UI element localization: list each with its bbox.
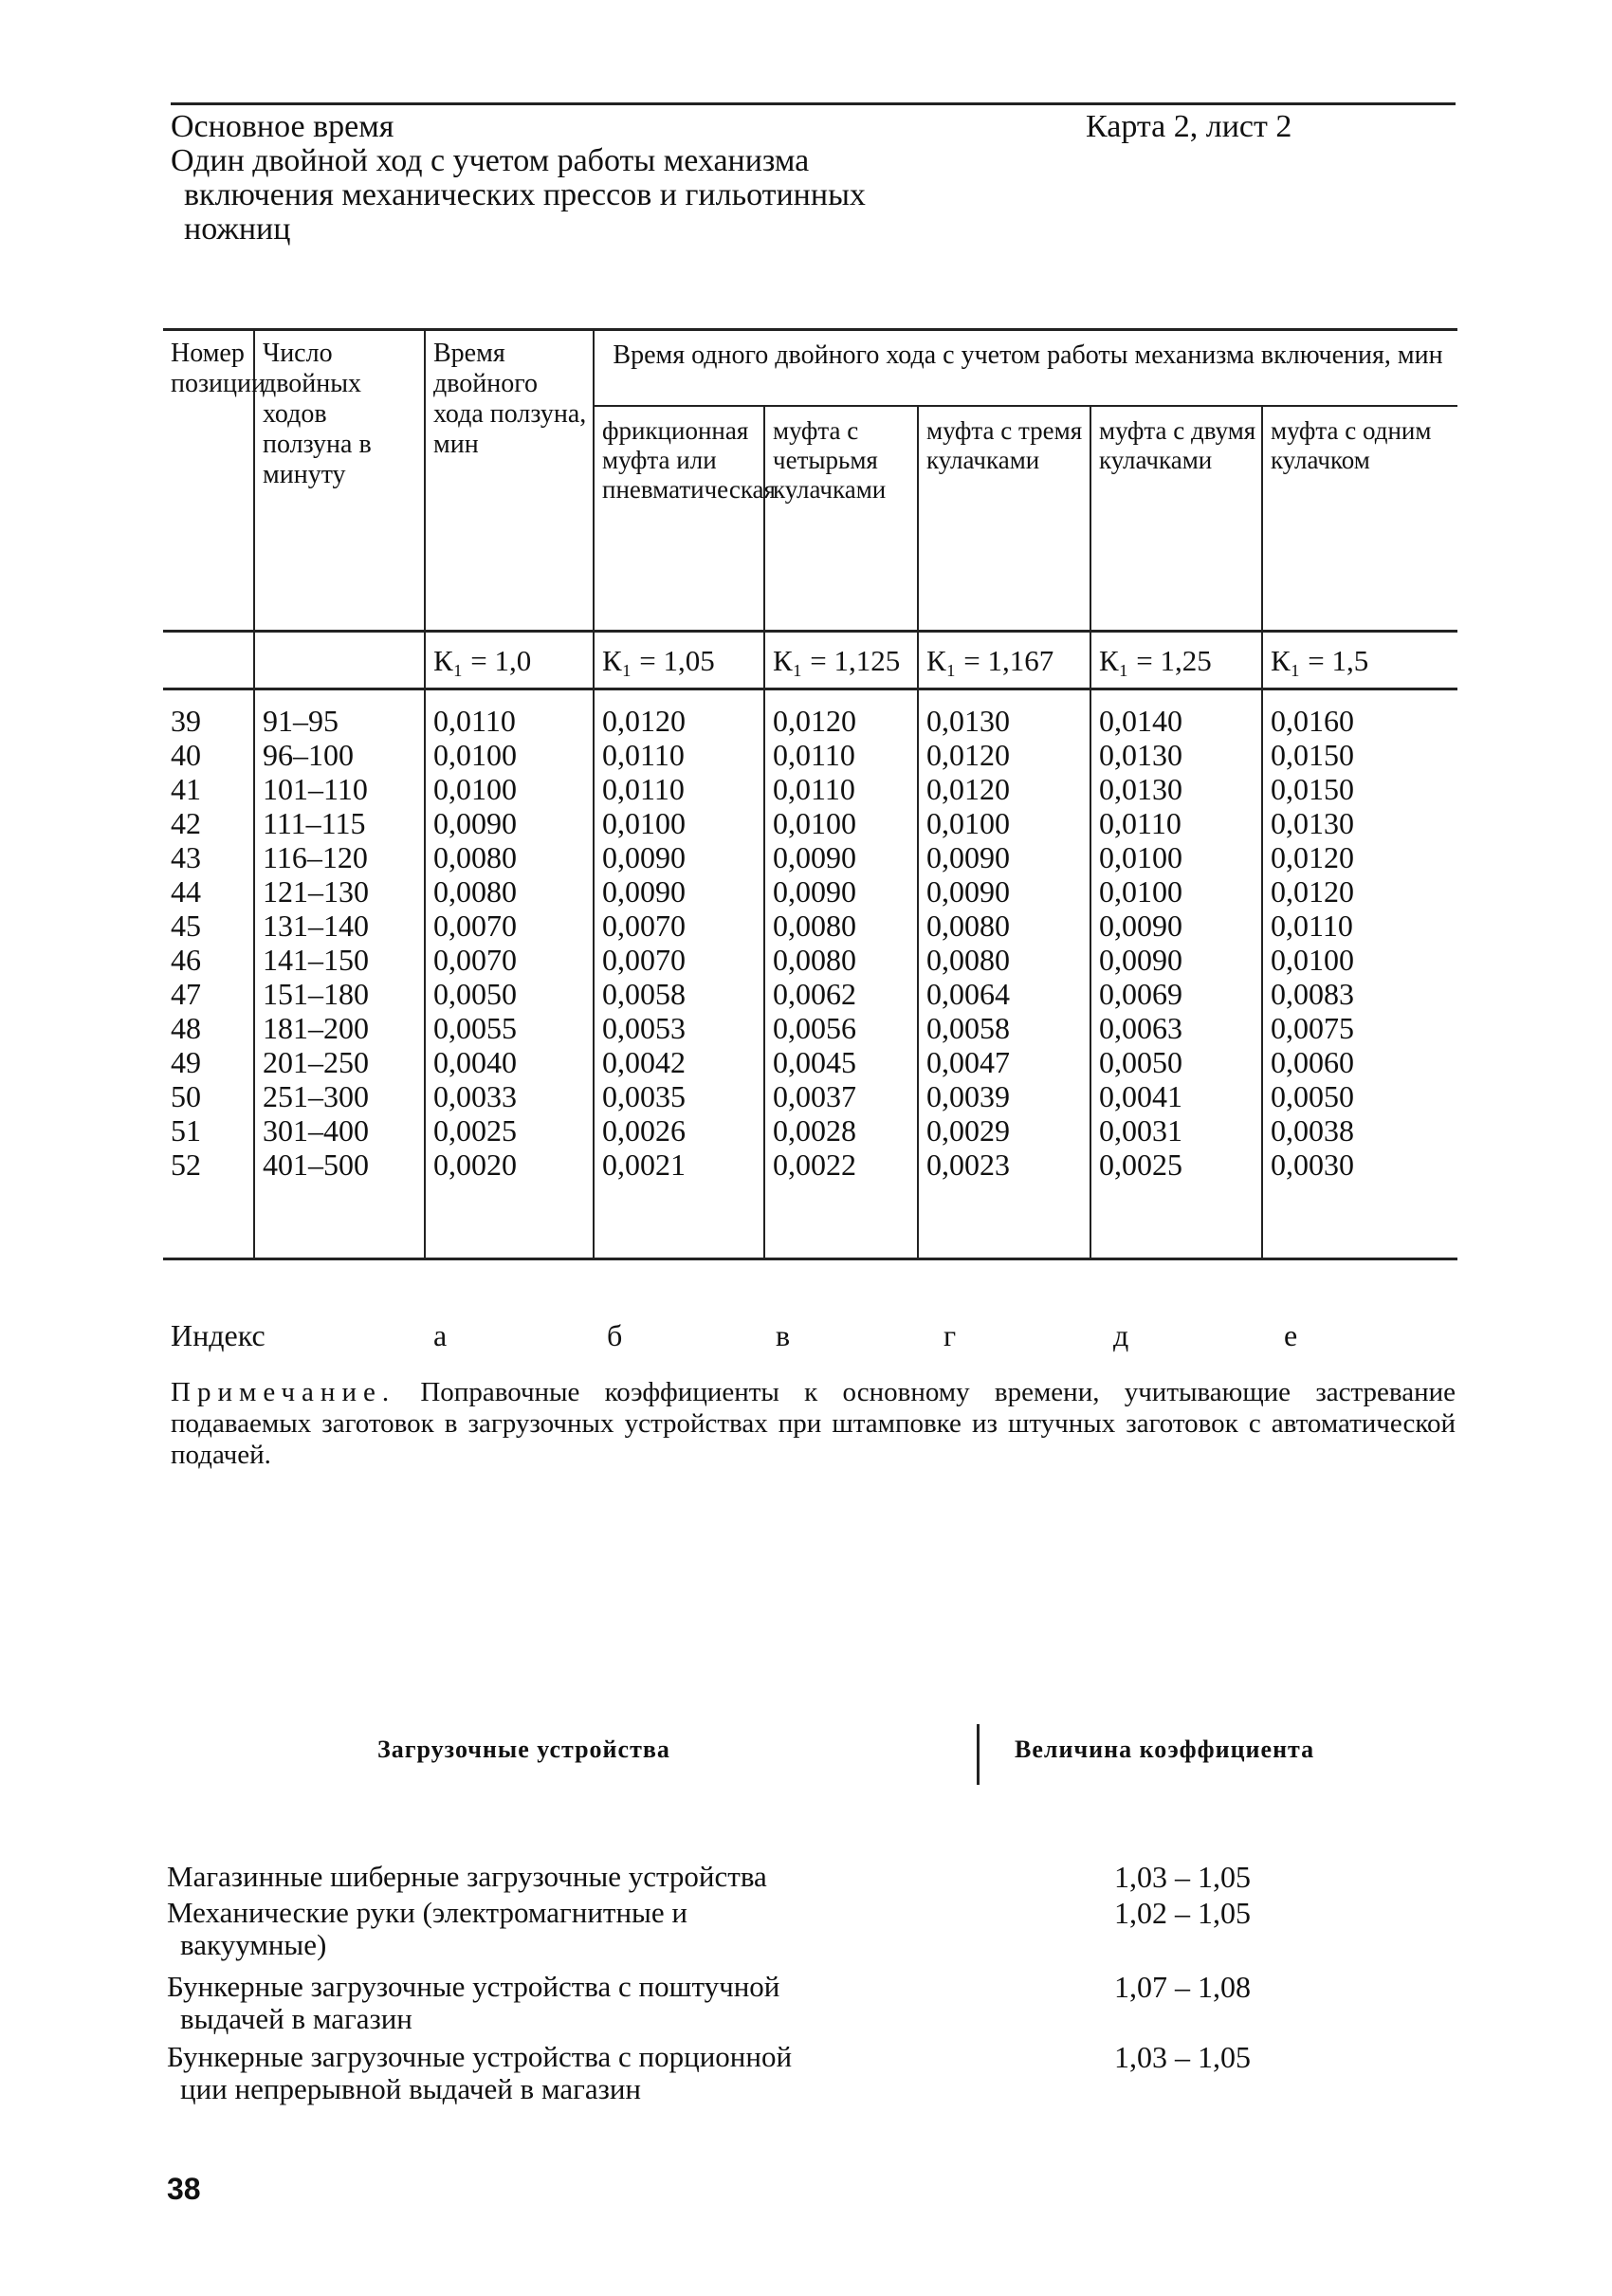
index-letter: д	[1113, 1318, 1129, 1352]
cell-strokes: 111–115	[254, 806, 425, 840]
note-paragraph	[171, 1377, 1456, 1471]
table-row	[163, 1113, 1457, 1148]
loader-item	[167, 1861, 944, 1893]
col-header-strokes: Число двойных ходов ползуна в минуту	[254, 330, 425, 632]
cell-two-cams: 0,0063	[1090, 1011, 1262, 1045]
cell-one-cam: 0,0160	[1262, 689, 1457, 739]
cell-time-base: 0,0070	[425, 909, 594, 943]
cell-two-cams: 0,0130	[1090, 772, 1262, 806]
cell-one-cam: 0,0038	[1262, 1113, 1457, 1148]
cell-strokes: 121–130	[254, 874, 425, 909]
cell-strokes: 401–500	[254, 1148, 425, 1182]
cell-two-cams: 0,0069	[1090, 977, 1262, 1011]
cell-time-base: 0,0040	[425, 1045, 594, 1079]
loader-value: 1,03 – 1,05	[1114, 2040, 1251, 2074]
cell-four-cams: 0,0080	[764, 909, 918, 943]
cell-friction: 0,0026	[594, 1113, 764, 1148]
cell-two-cams: 0,0130	[1090, 738, 1262, 772]
loader-item-line: выдачей в магазин	[180, 2002, 412, 2035]
header-line: Основное время	[171, 109, 394, 144]
cell-three-cams: 0,0090	[918, 840, 1090, 874]
cell-four-cams: 0,0110	[764, 772, 918, 806]
cell-position: 41	[171, 772, 201, 806]
cell-strokes: 101–110	[254, 772, 425, 806]
index-letter: в	[776, 1318, 791, 1352]
col-header-three-cams: муфта с тремя кулачками	[918, 406, 1090, 632]
cell-two-cams: 0,0041	[1090, 1079, 1262, 1113]
top-rule	[171, 102, 1456, 105]
header-line: Один двойной ход с учетом работы механизма	[171, 143, 810, 178]
cell-one-cam: 0,0075	[1262, 1011, 1457, 1045]
cell-two-cams: 0,0050	[1090, 1045, 1262, 1079]
time-table	[163, 328, 1457, 1260]
cell-three-cams: 0,0080	[918, 909, 1090, 943]
cell-friction: 0,0021	[594, 1148, 764, 1182]
cell-time-base: 0,0080	[425, 840, 594, 874]
cell-position: 46	[171, 943, 201, 977]
cell-one-cam: 0,0110	[1262, 909, 1457, 943]
loaders-header-right: Величина коэффициента	[1015, 1736, 1315, 1763]
col-header-two-cams: муфта с двумя кулачками	[1090, 406, 1262, 632]
cell-time-base: 0,0090	[425, 806, 594, 840]
cell-two-cams: 0,0110	[1090, 806, 1262, 840]
k-empty-cell	[163, 632, 254, 689]
cell-friction: 0,0070	[594, 909, 764, 943]
table-row	[163, 1011, 1457, 1045]
cell-one-cam: 0,0050	[1262, 1079, 1457, 1113]
cell-four-cams: 0,0120	[764, 689, 918, 739]
cell-position: 48	[171, 1011, 201, 1045]
table-row	[163, 874, 1457, 909]
k-value: К₁ = 1,5	[1262, 632, 1457, 689]
cell-strokes: 131–140	[254, 909, 425, 943]
cell-position: 43	[171, 840, 201, 874]
cell-friction: 0,0053	[594, 1011, 764, 1045]
table-body	[163, 689, 1457, 1183]
cell-four-cams: 0,0090	[764, 874, 918, 909]
table-row	[163, 1148, 1457, 1182]
cell-position: 51	[171, 1113, 201, 1148]
cell-three-cams: 0,0120	[918, 738, 1090, 772]
cell-two-cams: 0,0100	[1090, 840, 1262, 874]
cell-position: 44	[171, 874, 201, 909]
cell-four-cams: 0,0110	[764, 738, 918, 772]
cell-position: 39	[171, 704, 201, 738]
cell-two-cams: 0,0140	[1090, 689, 1262, 739]
cell-position: 42	[171, 806, 201, 840]
cell-one-cam: 0,0150	[1262, 738, 1457, 772]
cell-strokes: 91–95	[254, 689, 425, 739]
cell-two-cams: 0,0031	[1090, 1113, 1262, 1148]
index-letter: б	[607, 1318, 623, 1352]
cell-four-cams: 0,0028	[764, 1113, 918, 1148]
cell-time-base: 0,0100	[425, 772, 594, 806]
cell-friction: 0,0058	[594, 977, 764, 1011]
cell-strokes: 141–150	[254, 943, 425, 977]
cell-one-cam: 0,0100	[1262, 943, 1457, 977]
cell-four-cams: 0,0090	[764, 840, 918, 874]
cell-friction: 0,0070	[594, 943, 764, 977]
k-value: К₁ = 1,25	[1090, 632, 1262, 689]
loader-item-line: вакуумные)	[180, 1928, 327, 1961]
cell-three-cams: 0,0064	[918, 977, 1090, 1011]
k-value: К₁ = 1,0	[425, 632, 594, 689]
index-letter: е	[1284, 1318, 1298, 1352]
table-row	[163, 1045, 1457, 1079]
cell-four-cams: 0,0037	[764, 1079, 918, 1113]
cell-four-cams: 0,0100	[764, 806, 918, 840]
loader-value: 1,07 – 1,08	[1114, 1970, 1251, 2004]
cell-position: 45	[171, 909, 201, 943]
cell-strokes: 301–400	[254, 1113, 425, 1148]
loader-item-line: Магазинные шиберные загрузочные устройства	[167, 1860, 767, 1893]
loaders-header-left: Загрузочные устройства	[377, 1736, 670, 1763]
page-number: 38	[167, 2172, 201, 2206]
cell-two-cams: 0,0025	[1090, 1148, 1262, 1182]
table-spacer-row	[163, 1182, 1457, 1259]
k-value: К₁ = 1,05	[594, 632, 764, 689]
table-row	[163, 943, 1457, 977]
table-row	[163, 689, 1457, 739]
header-line: ножниц	[184, 211, 291, 247]
cell-one-cam: 0,0083	[1262, 977, 1457, 1011]
cell-four-cams: 0,0062	[764, 977, 918, 1011]
cell-position: 49	[171, 1045, 201, 1079]
loader-item	[167, 1971, 944, 2035]
card-sheet-label: Карта 2, лист 2	[1086, 109, 1292, 144]
cell-one-cam: 0,0030	[1262, 1148, 1457, 1182]
cell-three-cams: 0,0080	[918, 943, 1090, 977]
table-row	[163, 840, 1457, 874]
cell-two-cams: 0,0090	[1090, 909, 1262, 943]
cell-three-cams: 0,0047	[918, 1045, 1090, 1079]
cell-two-cams: 0,0100	[1090, 874, 1262, 909]
cell-position: 52	[171, 1148, 201, 1182]
index-letter: а	[433, 1318, 448, 1352]
cell-four-cams: 0,0056	[764, 1011, 918, 1045]
cell-three-cams: 0,0090	[918, 874, 1090, 909]
cell-time-base: 0,0080	[425, 874, 594, 909]
cell-time-base: 0,0110	[425, 689, 594, 739]
cell-friction: 0,0090	[594, 874, 764, 909]
table-header-row	[163, 330, 1457, 407]
loader-value: 1,02 – 1,05	[1114, 1896, 1251, 1930]
table-row	[163, 1079, 1457, 1113]
cell-friction: 0,0090	[594, 840, 764, 874]
cell-time-base: 0,0033	[425, 1079, 594, 1113]
coefficient-row	[163, 632, 1457, 689]
loader-item	[167, 2041, 944, 2105]
cell-three-cams: 0,0029	[918, 1113, 1090, 1148]
col-header-friction-clutch: фрикционная муфта или пневматическая	[594, 406, 764, 632]
cell-friction: 0,0042	[594, 1045, 764, 1079]
note-title: Примечание.	[171, 1377, 396, 1407]
cell-three-cams: 0,0039	[918, 1079, 1090, 1113]
cell-friction: 0,0110	[594, 738, 764, 772]
loader-item-line: Механические руки (электромагнитные и	[167, 1896, 687, 1929]
cell-strokes: 181–200	[254, 1011, 425, 1045]
cell-position: 47	[171, 977, 201, 1011]
loader-item-line: ции непрерывной выдачей в магазин	[180, 2072, 642, 2105]
loaders-header-divider	[977, 1724, 980, 1785]
cell-strokes: 251–300	[254, 1079, 425, 1113]
table-row	[163, 772, 1457, 806]
table-row	[163, 806, 1457, 840]
cell-time-base: 0,0025	[425, 1113, 594, 1148]
loader-item-line: Бункерные загрузочные устройства с поштучной	[167, 1970, 780, 2003]
cell-position: 50	[171, 1079, 201, 1113]
table-row	[163, 738, 1457, 772]
cell-four-cams: 0,0022	[764, 1148, 918, 1182]
cell-position: 40	[171, 738, 201, 772]
table-row	[163, 909, 1457, 943]
col-header-time: Время двойного хода ползуна, мин	[425, 330, 594, 632]
cell-friction: 0,0035	[594, 1079, 764, 1113]
cell-four-cams: 0,0045	[764, 1045, 918, 1079]
cell-time-base: 0,0020	[425, 1148, 594, 1182]
cell-one-cam: 0,0120	[1262, 874, 1457, 909]
cell-strokes: 201–250	[254, 1045, 425, 1079]
note-text: Поправочные коэффициенты к основному времени, учитывающие застревание подаваемых заготовок в загрузочных устройствах при штамповке из штучных заготовок с автоматической подачей.	[171, 1377, 1456, 1470]
cell-one-cam: 0,0150	[1262, 772, 1457, 806]
cell-time-base: 0,0055	[425, 1011, 594, 1045]
table-row	[163, 977, 1457, 1011]
cell-three-cams: 0,0023	[918, 1148, 1090, 1182]
cell-three-cams: 0,0100	[918, 806, 1090, 840]
cell-strokes: 96–100	[254, 738, 425, 772]
cell-time-base: 0,0100	[425, 738, 594, 772]
cell-four-cams: 0,0080	[764, 943, 918, 977]
cell-three-cams: 0,0058	[918, 1011, 1090, 1045]
cell-one-cam: 0,0130	[1262, 806, 1457, 840]
k-value: К₁ = 1,125	[764, 632, 918, 689]
cell-one-cam: 0,0120	[1262, 840, 1457, 874]
cell-strokes: 151–180	[254, 977, 425, 1011]
cell-one-cam: 0,0060	[1262, 1045, 1457, 1079]
index-label: Индекс	[171, 1318, 266, 1352]
cell-two-cams: 0,0090	[1090, 943, 1262, 977]
col-header-position: Номер позиции	[171, 339, 266, 398]
cell-three-cams: 0,0120	[918, 772, 1090, 806]
col-header-group: Время одного двойного хода с учетом работы механизма включения, мин	[594, 330, 1457, 407]
cell-strokes: 116–120	[254, 840, 425, 874]
index-letter: г	[943, 1318, 957, 1352]
cell-three-cams: 0,0130	[918, 689, 1090, 739]
cell-friction: 0,0100	[594, 806, 764, 840]
col-header-one-cam: муфта с одним кулачком	[1262, 406, 1457, 632]
cell-friction: 0,0120	[594, 689, 764, 739]
cell-time-base: 0,0070	[425, 943, 594, 977]
loader-item-line: Бункерные загрузочные устройства с порционной	[167, 2040, 793, 2073]
header-line: включения механических прессов и гильотинных	[184, 177, 866, 212]
col-header-four-cams: муфта с четырьмя кулачками	[764, 406, 918, 632]
cell-time-base: 0,0050	[425, 977, 594, 1011]
loader-item	[167, 1897, 944, 1961]
card-header-title	[171, 110, 1024, 247]
k-value: К₁ = 1,167	[918, 632, 1090, 689]
k-empty-cell	[254, 632, 425, 689]
cell-friction: 0,0110	[594, 772, 764, 806]
loader-value: 1,03 – 1,05	[1114, 1860, 1251, 1894]
